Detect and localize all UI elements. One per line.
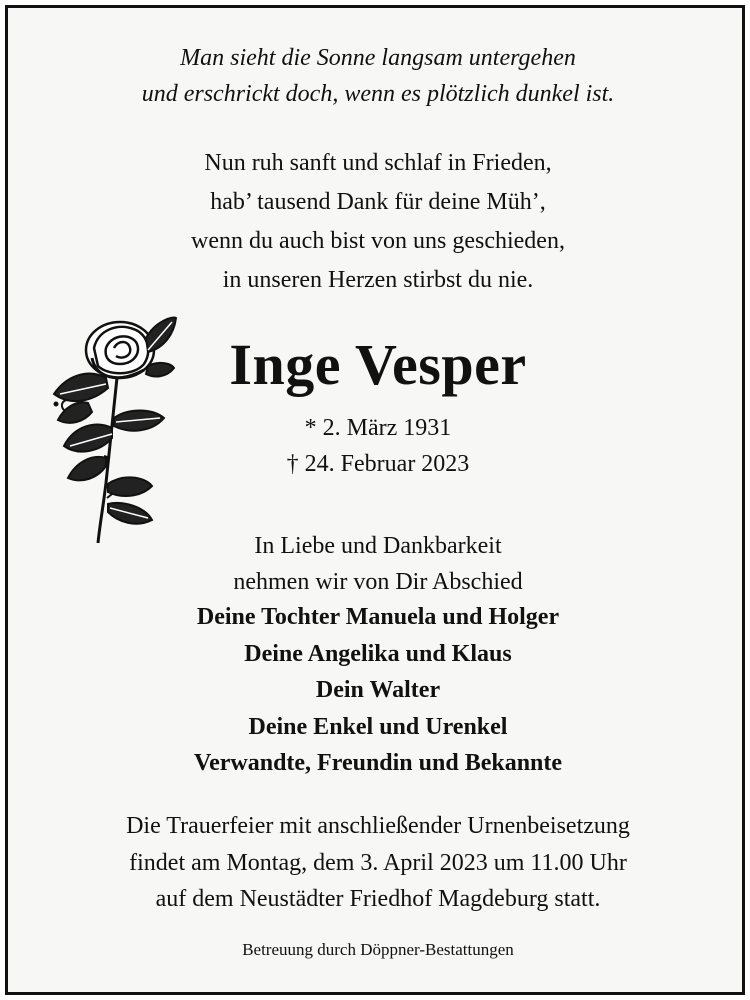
motto-line: und erschrickt doch, wenn es plötzlich dunkel ist.: [141, 81, 615, 107]
verse-line: Nun ruh sanft und schlaf in Frieden,: [204, 150, 552, 176]
birth-date: * 2. März 1931: [304, 415, 452, 441]
mourner-line: Verwandte, Freundin und Bekannte: [193, 750, 563, 776]
verse: [8, 144, 748, 300]
verse-line: in unseren Herzen stirbst du nie.: [222, 267, 534, 293]
mourner-line: Deine Angelika und Klaus: [244, 640, 512, 667]
ceremony-line: findet am Montag, dem 3. April 2023 um 11.00 Uhr: [129, 849, 627, 876]
motto: [8, 40, 748, 112]
verse-line: wenn du auch bist von uns geschieden,: [191, 228, 565, 254]
mourner-line: Deine Tochter Manuela und Holger: [196, 604, 560, 630]
farewell-line: In Liebe und Dankbarkeit: [254, 533, 502, 559]
verse-line: hab’ tausend Dank für deine Müh’,: [210, 189, 546, 215]
ceremony-info: [8, 808, 748, 918]
rose-icon: [48, 308, 178, 548]
ceremony-line: auf dem Neustädter Friedhof Magdeburg statt.: [155, 886, 601, 912]
ceremony-line: Die Trauerfeier mit anschließender Urnenbeisetzung: [126, 813, 630, 839]
deceased-name: Inge Vesper: [229, 332, 527, 397]
motto-line: Man sieht die Sonne langsam untergehen: [180, 45, 576, 71]
death-date: † 24. Februar 2023: [286, 451, 470, 477]
obituary-frame: [5, 5, 745, 995]
mourners-list: [8, 599, 748, 782]
farewell-line: nehmen wir von Dir Abschied: [233, 569, 523, 595]
farewell-text: [8, 528, 748, 600]
undertaker-note: Betreuung durch Döppner-Bestattungen: [242, 940, 514, 959]
mourner-line: Deine Enkel und Urenkel: [248, 713, 508, 740]
mourner-line: Dein Walter: [315, 677, 441, 703]
